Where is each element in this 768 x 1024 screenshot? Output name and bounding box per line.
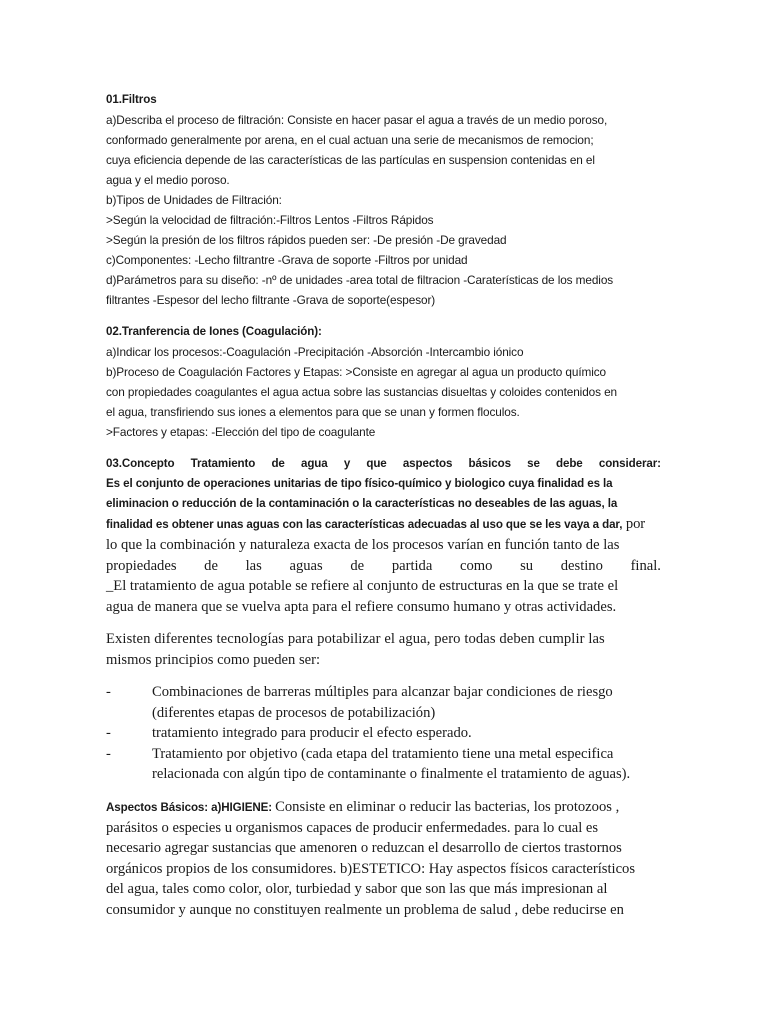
text-line: necesario agregar sustancias que amenoren o reduzcan el desarrollo de ciertos trastornos <box>106 840 622 856</box>
bullet-dash: - <box>106 684 111 700</box>
aspectos-basicos <box>106 797 661 921</box>
text-line: d)Parámetros para su diseño: -nº de unidades -area total de filtracion -Caraterísticas de los medios <box>106 273 614 287</box>
list-item: - Tratamiento por objetivo (cada etapa del tratamiento tiene una metal especifica relacionada con algún tipo de contaminante o finalmente el tratamiento de aguas). <box>106 745 631 782</box>
text-line: cuya eficiencia depende de las características de las partículas en suspension contenidas en el <box>106 153 595 167</box>
text-line: eliminacion o reducción de la contaminación o la características no deseables de las aguas, la <box>106 497 618 510</box>
text-line: mismos principios como pueden ser: <box>106 651 321 668</box>
text-line: del agua, tales como color, olor, turbiedad y sabor que son las que más impresionan al <box>106 881 608 897</box>
text-line: b)Tipos de Unidades de Filtración: <box>106 193 282 207</box>
text-line: agua de manera que se vuelva apta para el refiere consumo humano y otras actividades. <box>106 598 617 615</box>
text-line: a)Describa el proceso de filtración: Consiste en hacer pasar el agua a través de un medio poroso, <box>106 113 608 127</box>
text-line: agua y el medio poroso. <box>106 173 230 187</box>
text-line: propiedades de las aguas de partida como su destino final. <box>106 557 661 574</box>
text-line: >Según la presión de los filtros rápidos pueden ser: -De presión -De gravedad <box>106 233 507 247</box>
text-line: a)Indicar los procesos:-Coagulación -Precipitación -Absorción -Intercambio iónico <box>106 345 524 359</box>
text-line: parásitos o especies u organismos capaces de producir enfermedades. para lo cual es <box>106 819 599 836</box>
document-page <box>106 90 661 920</box>
text-line: c)Componentes: -Lecho filtrantre -Grava de soporte -Filtros por unidad <box>106 253 468 267</box>
text-line: orgánicos propios de los consumidores. b)ESTETICO: Hay aspectos físicos característicos <box>106 860 636 877</box>
text-line: filtrantes -Espesor del lecho filtrante -Grava de soporte(espesor) <box>106 293 436 307</box>
text-line: conformado generalmente por arena, en el cual actuan una serie de mecanismos de remocion; <box>106 133 594 147</box>
higiene-label: a)HIGIENE: <box>211 800 276 814</box>
text-line: consumidor y aunque no constituyen realmente un problema de salud , debe reducirse en <box>106 901 624 918</box>
text-line: con propiedades coagulantes el agua actua sobre las sustancias disueltas y coloides contenidos en <box>106 385 618 399</box>
bullet-dash: - <box>106 745 111 762</box>
section-title: 01.Filtros <box>106 93 157 106</box>
text-line: >Factores y etapas: -Elección del tipo de coagulante <box>106 425 376 439</box>
text-line: lo que la combinación y naturaleza exacta de los procesos varían en función tanto de las <box>106 537 620 553</box>
principles-list <box>106 682 661 785</box>
text-line: Existen diferentes tecnologías para potabilizar el agua, pero todas deben cumplir las <box>106 631 605 647</box>
text-line: Aspectos Básicos: a)HIGIENE: Consiste en eliminar o reducir las bacterias, los protozoos , <box>106 798 620 815</box>
text-line: b)Proceso de Coagulación Factores y Etapas: >Consiste en agregar al agua un producto químico <box>106 365 607 379</box>
section-transferencia-iones <box>106 322 661 442</box>
text-line: el agua, transfiriendo sus iones a elementos para que se unan y formen floculos. <box>106 405 520 419</box>
text-line: Es el conjunto de operaciones unitarias de tipo físico-químico y biologico cuya finalidad es la <box>106 477 613 490</box>
section-concepto-tratamiento <box>106 454 661 617</box>
section-title: 02.Tranferencia de Iones (Coagulación): <box>106 325 322 338</box>
section-filtros <box>106 90 661 310</box>
bullet-dash: - <box>106 725 111 741</box>
list-item: - Combinaciones de barreras múltiples para alcanzar bajar condiciones de riesgo (diferentes etapas de procesos de potabilización) <box>106 684 613 721</box>
text-line: >Según la velocidad de filtración:-Filtros Lentos -Filtros Rápidos <box>106 213 434 227</box>
technologies-paragraph <box>106 629 661 670</box>
aspectos-label: Aspectos Básicos: <box>106 800 212 814</box>
list-item: - tratamiento integrado para producir el efecto esperado. <box>106 723 661 744</box>
section-title: 03.Concepto Tratamiento de agua y que aspectos básicos se debe considerar: <box>106 457 661 470</box>
text-line: _El tratamiento de agua potable se refiere al conjunto de estructuras en la que se trate el <box>106 578 619 594</box>
text-line: finalidad es obtener unas aguas con las características adecuadas al uso que se les vaya a dar, por <box>106 516 646 532</box>
